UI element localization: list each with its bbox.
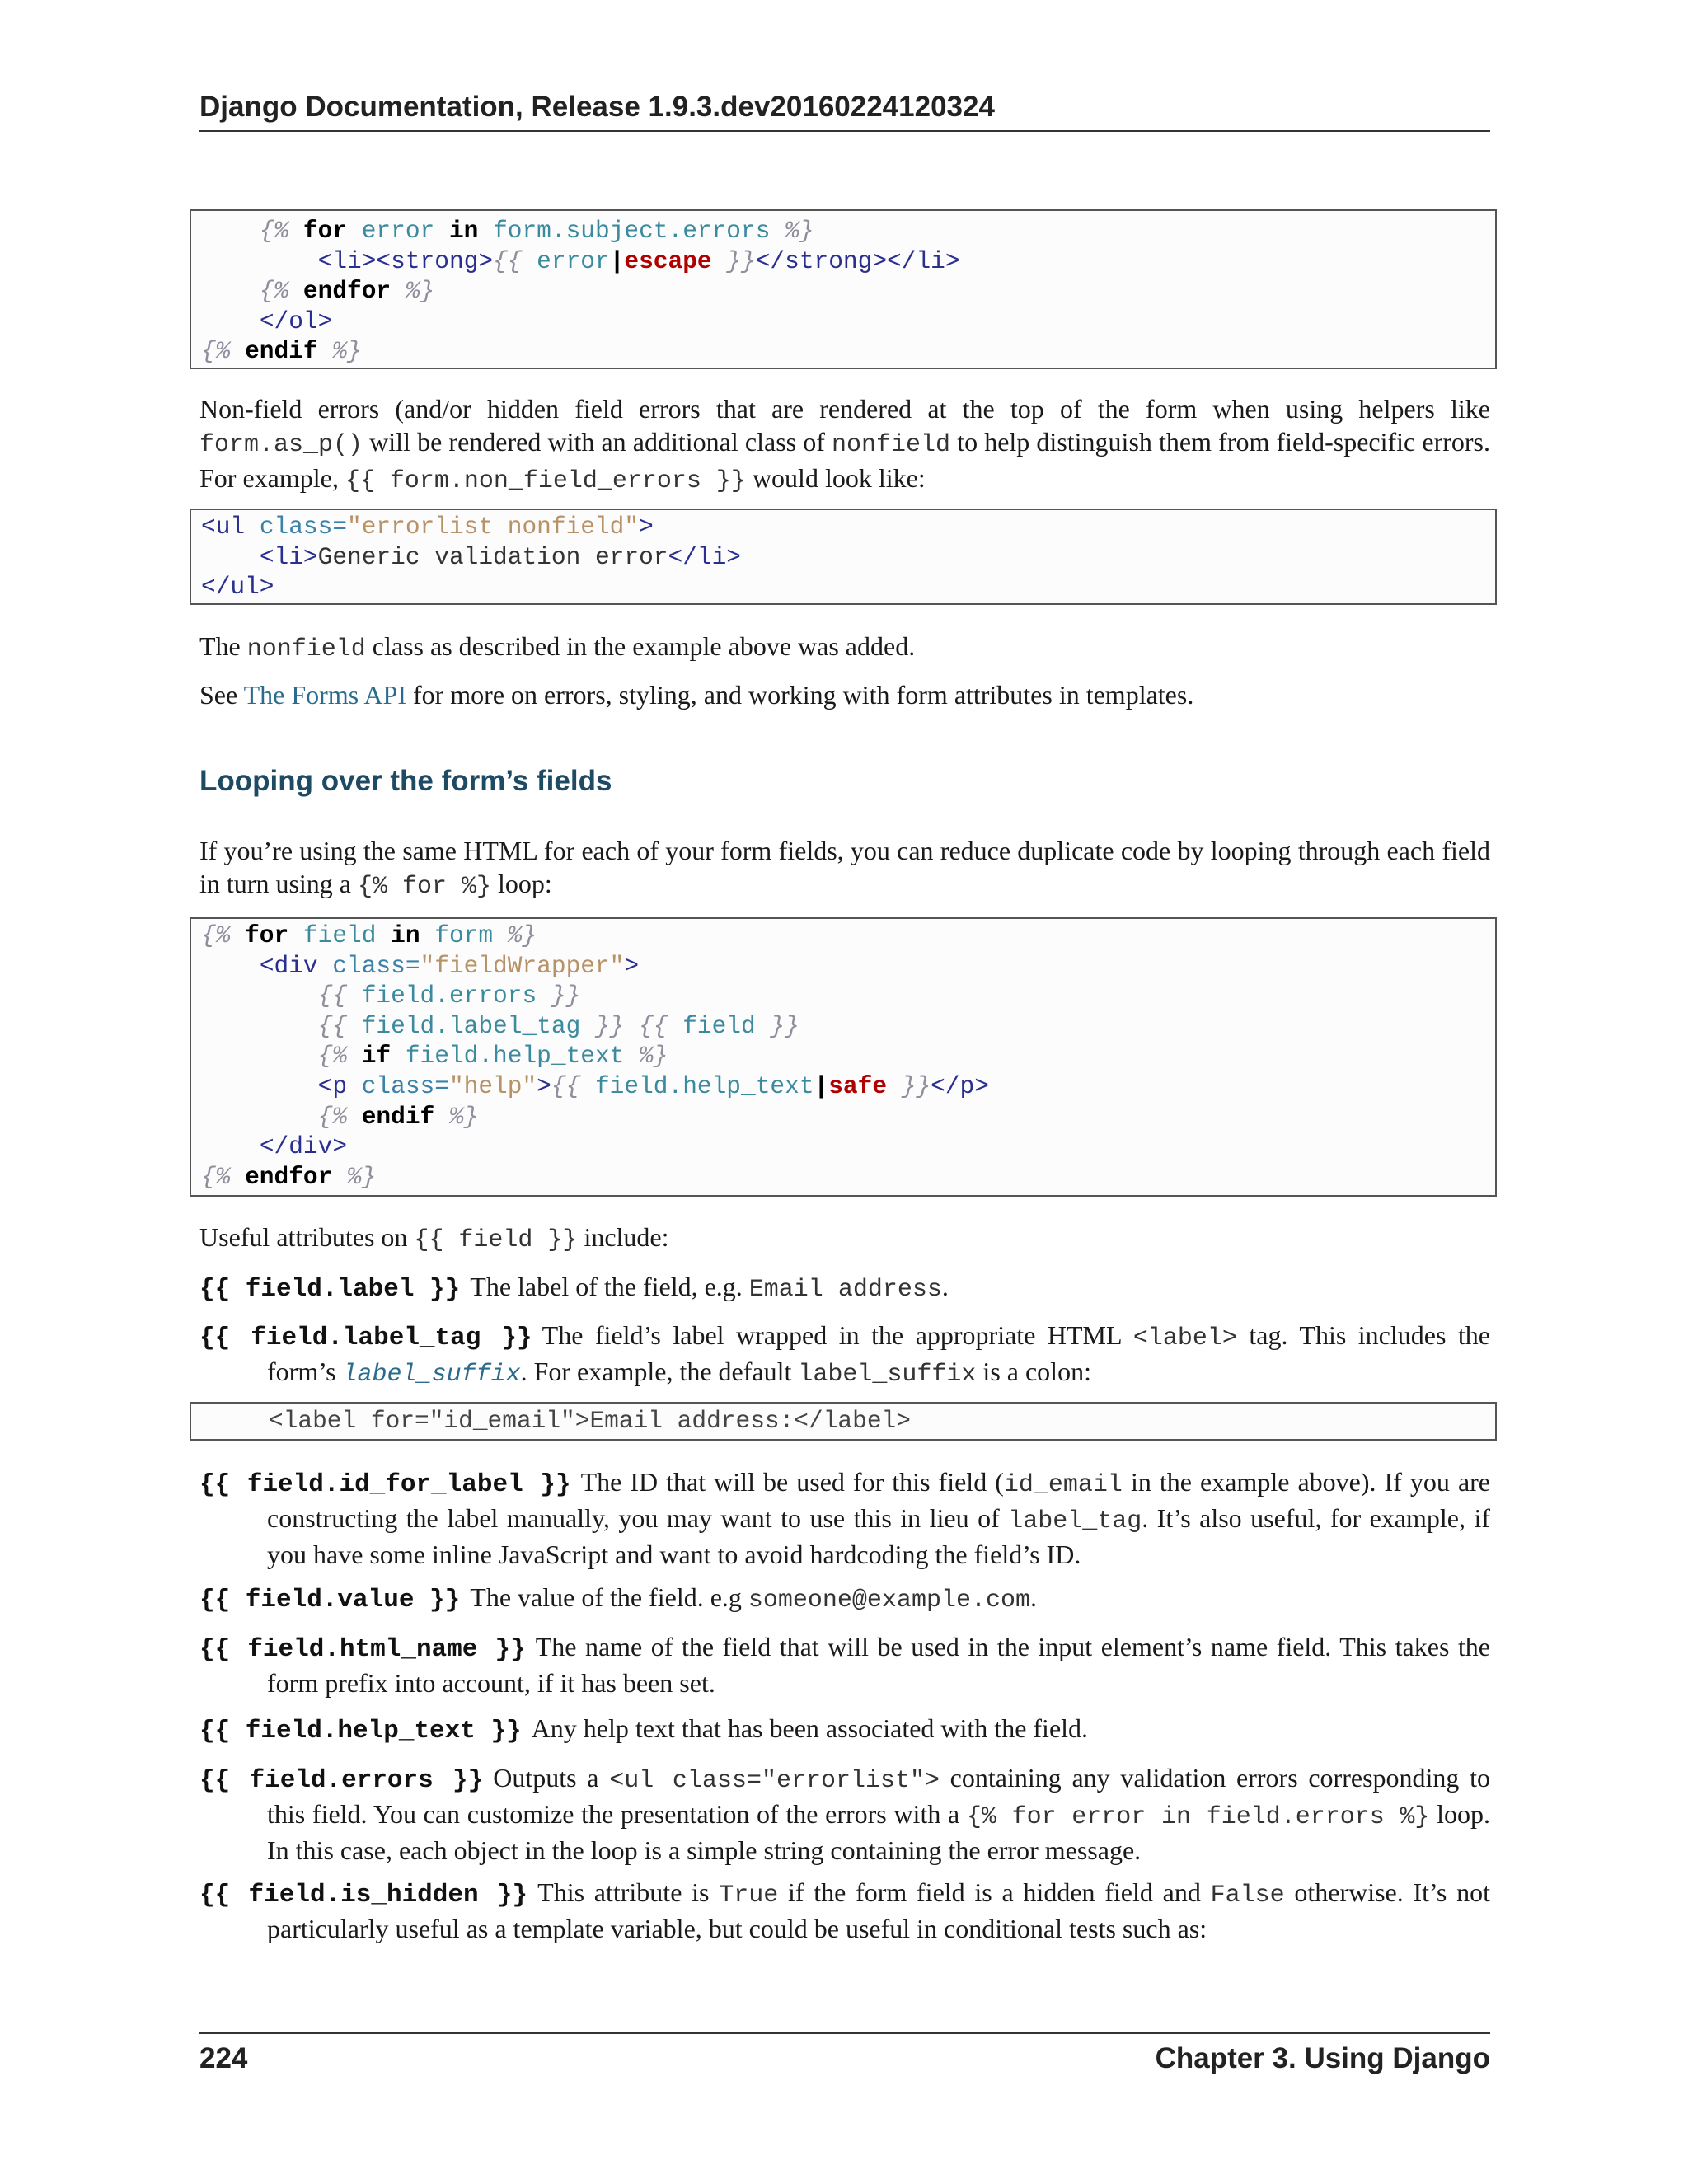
definition-field-is-hidden: {{ field.is_hidden }} This attribute is True if the form field is a hidden field and False otherwise. It’s not particularly useful as a template variable, but could be useful in conditional tests such as: <box>199 1877 1491 1943</box>
definition-term: {{ field.is_hidden }} <box>199 1881 528 1910</box>
code-line: {% endfor %} <box>201 1162 377 1191</box>
code-line: {{ field.errors }} <box>317 982 581 1010</box>
code-line: {{ field.label_tag }} {{ field }} <box>317 1011 799 1040</box>
definition-field-label-tag: {{ field.label_tag }} The field’s label wrapped in the appropriate HTML <label> tag. This includes the form’s label_suffix. For example, the default label_suffix is a colon: <box>199 1320 1491 1389</box>
paragraph-see-forms-api: See The Forms API for more on errors, styling, and working with form attributes in templates. <box>199 680 1194 710</box>
code-block-label-example <box>190 1402 1497 1441</box>
code-line: {% for error in form.subject.errors %} <box>259 217 814 245</box>
definition-term: {{ field.html_name }} <box>199 1635 526 1664</box>
code-line: <div class="fieldWrapper"> <box>259 951 640 980</box>
label-suffix-link[interactable]: label_suffix <box>342 1361 521 1389</box>
code-line: <p class="help">{{ field.help_text|safe }}</p> <box>317 1071 989 1100</box>
section-title: Looping over the form’s fields <box>199 765 612 797</box>
paragraph-useful-attributes: Useful attributes on {{ field }} include: <box>199 1222 669 1254</box>
definition-term: {{ field.id_for_label }} <box>199 1470 571 1499</box>
definition-term: {{ field.help_text }} <box>199 1717 522 1746</box>
code-line: {% for field in form %} <box>201 921 537 949</box>
definition-term: {{ field.label }} <box>199 1275 461 1304</box>
definition-term: {{ field.label_tag }} <box>199 1324 532 1352</box>
paragraph-nonfield-class: The nonfield class as described in the example above was added. <box>199 631 916 663</box>
page-number: 224 <box>199 2042 248 2074</box>
code-line: <li><strong>{{ error|escape }}</strong></li> <box>317 246 960 275</box>
code-line: {% endif %} <box>317 1102 479 1131</box>
code-block-error-loop <box>190 209 1497 369</box>
paragraph-non-field-errors: Non-field errors (and/or hidden field errors that are rendered at the top of the form when using helpers like form.as_p() will be rendered with an additional class of nonfield to help distinguish them from field-specific errors. For example, {{ form.non_field_errors }} would look like: <box>199 394 1491 495</box>
footer-rule <box>199 2032 1490 2034</box>
code-line: <ul class="errorlist nonfield"> <box>201 513 654 541</box>
code-line: {% if field.help_text %} <box>317 1042 668 1071</box>
paragraph-looping-intro: If you’re using the same HTML for each of your form fields, you can reduce duplicate code by looping through each field in turn using a {% for %} loop: <box>199 836 1490 901</box>
code-line: </div> <box>259 1132 348 1161</box>
definition-field-html-name: {{ field.html_name }} The name of the field that will be used in the input element’s name field. This takes the form prefix into account, if it has been set. <box>199 1632 1491 1698</box>
code-line: </ol> <box>259 307 333 335</box>
definition-field-value: {{ field.value }} The value of the field. e.g someone@example.com. <box>199 1582 1037 1615</box>
definition-term: {{ field.value }} <box>199 1586 461 1615</box>
code-line: <li>Generic validation error</li> <box>259 542 742 571</box>
code-line: </ul> <box>201 573 274 602</box>
code-block-nonfield-output <box>190 509 1497 605</box>
code-line: {% endfor %} <box>259 277 435 306</box>
code-block-field-loop <box>190 917 1497 1197</box>
code-line: {% endif %} <box>201 337 362 366</box>
definition-field-id-for-label: {{ field.id_for_label }} The ID that will be used for this field (id_email in the example above). If you are constructing the label manually, you may want to use this in lieu of label_tag. It’s also useful, for example, if you have some inline JavaScript and want to avoid hardcoding the field’s ID. <box>199 1467 1491 1569</box>
definition-field-label: {{ field.label }} The label of the field, e.g. Email address. <box>199 1272 949 1304</box>
definition-field-help-text: {{ field.help_text }} Any help text that has been associated with the field. <box>199 1713 1089 1746</box>
running-header: Django Documentation, Release 1.9.3.dev20160224120324 <box>199 91 1490 132</box>
definition-term: {{ field.errors }} <box>199 1766 484 1795</box>
forms-api-link[interactable]: The Forms API <box>243 680 406 710</box>
chapter-title: Chapter 3. Using Django <box>1155 2042 1490 2074</box>
definition-field-errors: {{ field.errors }} Outputs a <ul class="errorlist"> containing any validation errors corresponding to this field. You can customize the presentation of the errors with a {% for error in field.errors %} loop. In this case, each object in the loop is a simple string containing the error message. <box>199 1763 1491 1865</box>
code-line: <label for="id_email">Email address:</label> <box>269 1407 911 1435</box>
